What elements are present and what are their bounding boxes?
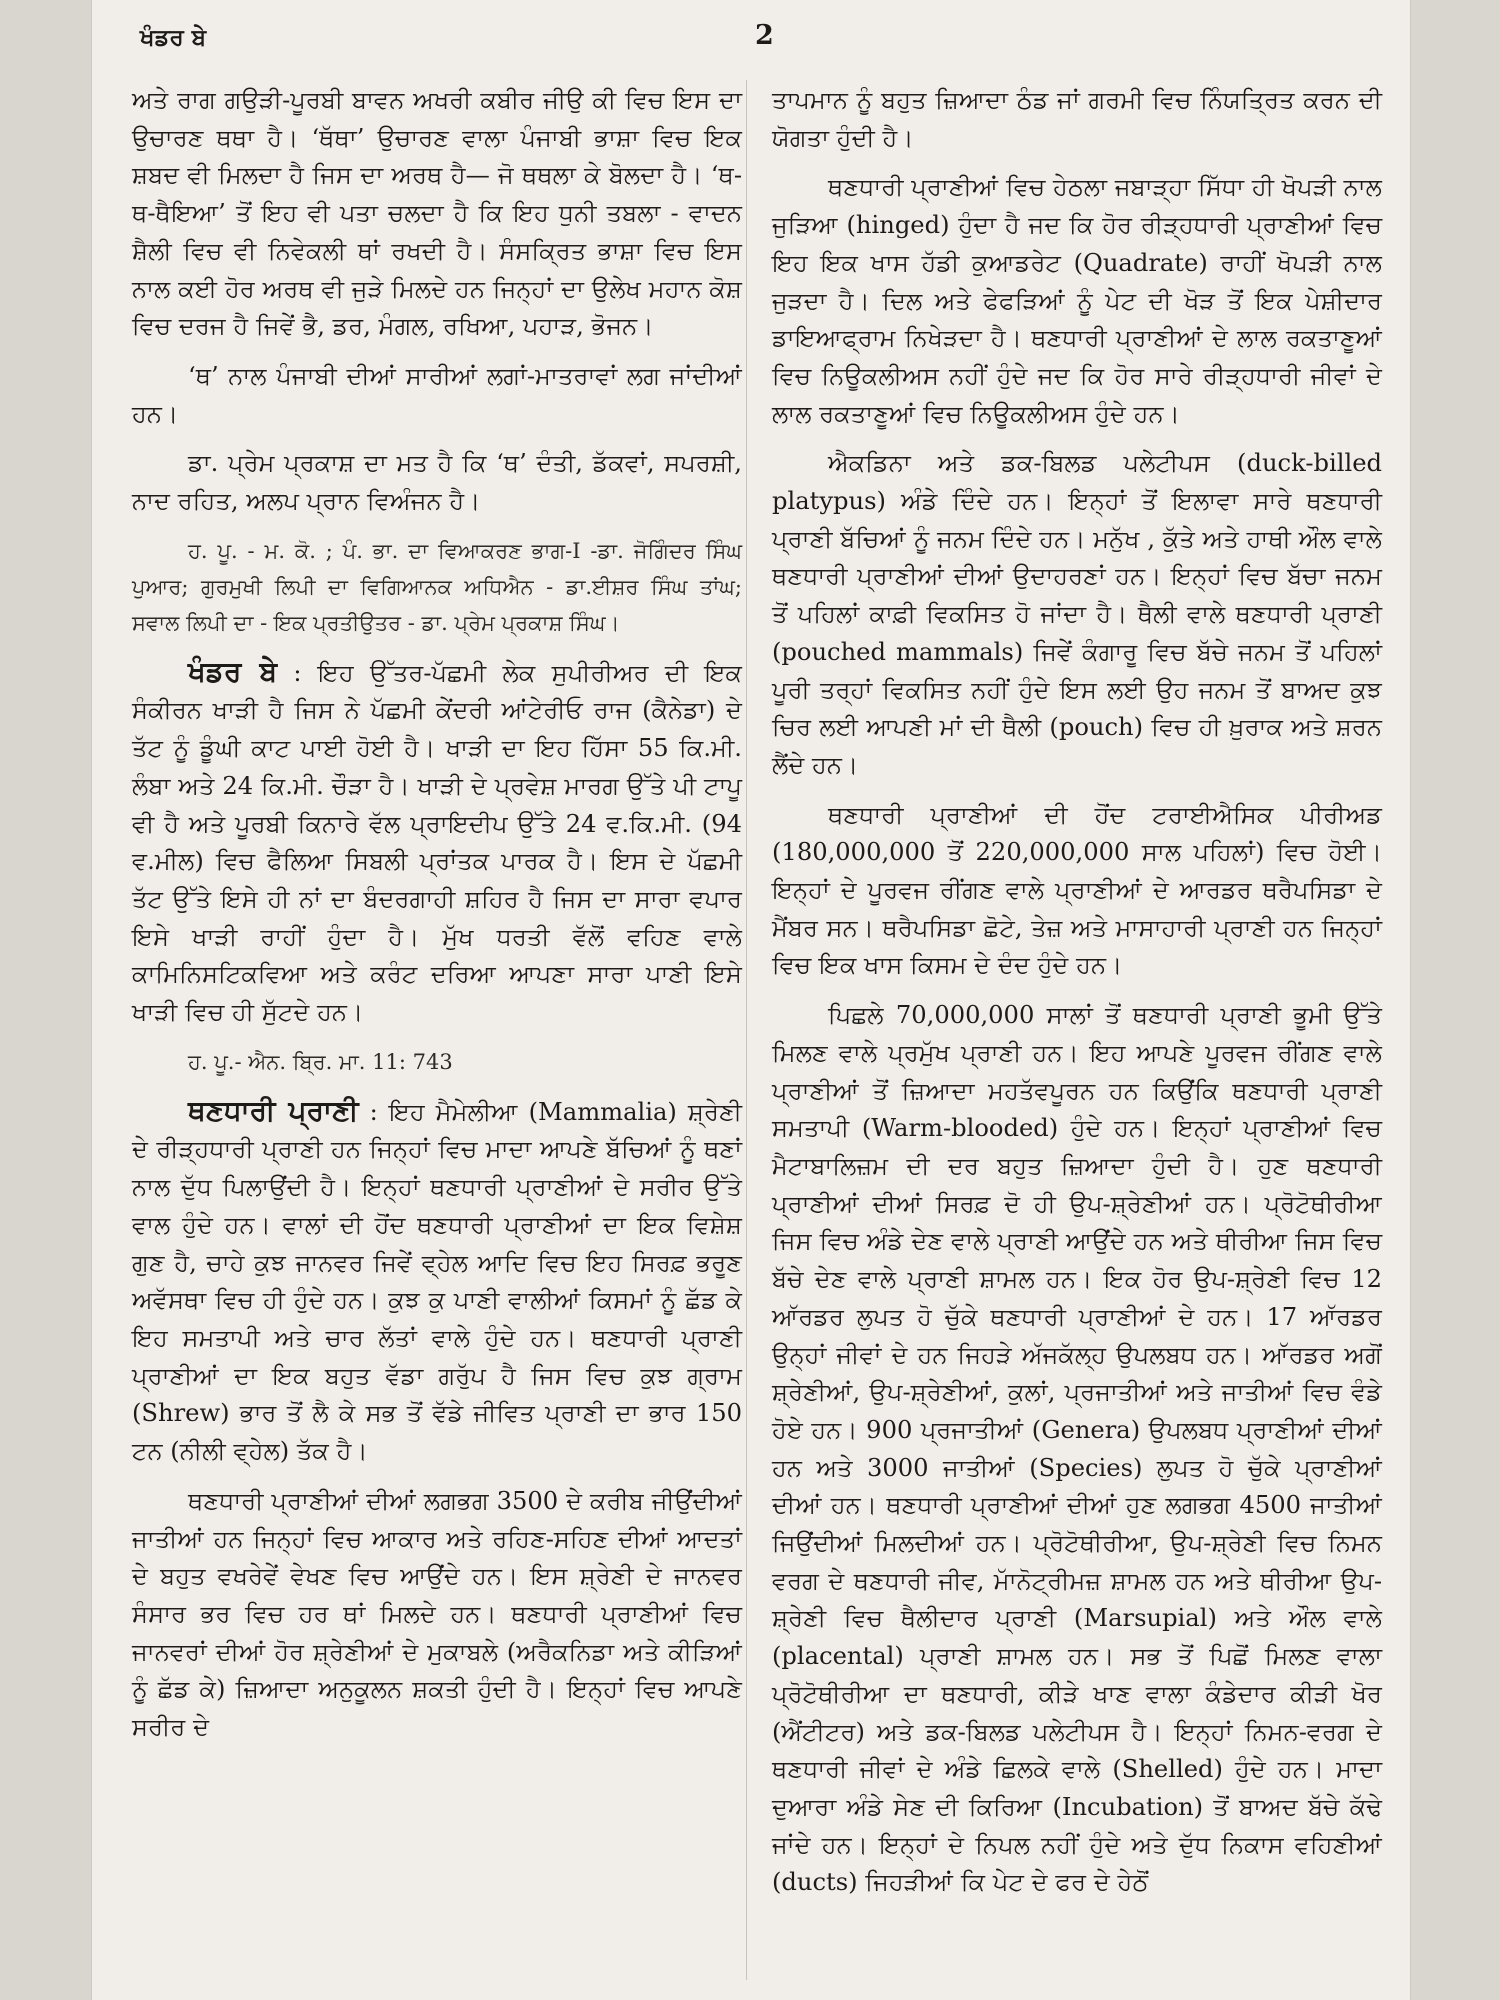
entry-title: ਖੰਡਰ ਬੇ	[188, 654, 278, 688]
entry-text: : ਇਹ ਮੈਮੇਲੀਆ (Mammalia) ਸ਼੍ਰੇਣੀ ਦੇ ਰੀੜ੍ਹਧਾਰੀ ਪ੍ਰਾਣੀ ਹਨ ਜਿਨ੍ਹਾਂ ਵਿਚ ਮਾਦਾ ਆਪਣੇ ਬੱਚਿਆਂ ਨੂੰ ਥਣਾਂ ਨਾਲ ਦੁੱਧ ਪਿਲਾਉਂਦੀ ਹੈ। ਇਨ੍ਹਾਂ ਥਣਧਾਰੀ ਪ੍ਰਾਣੀਆਂ ਦੇ ਸਰੀਰ ਉੱਤੇ ਵਾਲ ਹੁੰਦੇ ਹਨ। ਵਾਲਾਂ ਦੀ ਹੋਂਦ ਥਣਧਾਰੀ ਪ੍ਰਾਣੀਆਂ ਦਾ ਇਕ ਵਿਸ਼ੇਸ਼ ਗੁਣ ਹੈ, ਚਾਹੇ ਕੁਝ ਜਾਨਵਰ ਜਿਵੇਂ ਵ੍ਹੇਲ ਆਦਿ ਵਿਚ ਇਹ ਸਿਰਫ਼ ਭਰੂਣ ਅਵੱਸਥਾ ਵਿਚ ਹੀ ਹੁੰਦੇ ਹਨ। ਕੁਝ ਕੁ ਪਾਣੀ ਵਾਲੀਆਂ ਕਿਸਮਾਂ ਨੂੰ ਛੱਡ ਕੇ ਇਹ ਸਮਤਾਪੀ ਅਤੇ ਚਾਰ ਲੱਤਾਂ ਵਾਲੇ ਹੁੰਦੇ ਹਨ। ਥਣਧਾਰੀ ਪ੍ਰਾਣੀ ਪ੍ਰਾਣੀਆਂ ਦਾ ਇਕ ਬਹੁਤ ਵੱਡਾ ਗਰੁੱਪ ਹੈ ਜਿਸ ਵਿਚ ਕੁਝ ਗ੍ਰਾਮ (Shrew) ਭਾਰ ਤੋਂ ਲੈ ਕੇ ਸਭ ਤੋਂ ਵੱਡੇ ਜੀਵਿਤ ਪ੍ਰਾਣੀ ਦਾ ਭਾਰ 150 ਟਨ (ਨੀਲੀ ਵ੍ਹੇਲ) ਤੱਕ ਹੈ।	[132, 1097, 742, 1466]
column-divider	[746, 80, 747, 1980]
running-head: ਖੰਡਰ ਬੇ	[140, 24, 207, 51]
reference-note: ਹ. ਪੂ.- ਐਨ. ਬ੍ਰਿ. ਮਾ. 11: 743	[188, 1049, 453, 1074]
entry-khandar-bay	[132, 653, 742, 1032]
paragraph: ਤਾਪਮਾਨ ਨੂੰ ਬਹੁਤ ਜ਼ਿਆਦਾ ਠੰਡ ਜਾਂ ਗਰਮੀ ਵਿਚ ਨਿੰਯਤ੍ਰਿਤ ਕਰਨ ਦੀ ਯੋਗਤਾ ਹੁੰਦੀ ਹੈ।	[772, 86, 1382, 152]
paragraph: ਥਣਧਾਰੀ ਪ੍ਰਾਣੀਆਂ ਦੀ ਹੋਂਦ ਟਰਾਈਐਸਿਕ ਪੀਰੀਅਡ (180,000,000 ਤੋਂ 220,000,000 ਸਾਲ ਪਹਿਲਾਂ) ਵਿਚ ਹੋਈ। ਇਨ੍ਹਾਂ ਦੇ ਪੂਰਵਜ ਰੀਂਗਣ ਵਾਲੇ ਪ੍ਰਾਣੀਆਂ ਦੇ ਆਰਡਰ ਥਰੈਪਸਿਡਾ ਦੇ ਮੈਂਬਰ ਸਨ। ਥਰੈਪਸਿਡਾ ਛੋਟੇ, ਤੇਜ਼ ਅਤੇ ਮਾਸਾਹਾਰੀ ਪ੍ਰਾਣੀ ਹਨ ਜਿਨ੍ਹਾਂ ਵਿਚ ਇਕ ਖਾਸ ਕਿਸਮ ਦੇ ਦੰਦ ਹੁੰਦੇ ਹਨ।	[772, 800, 1382, 980]
entry-mammals	[132, 1092, 742, 1471]
entry-title: ਥਣਧਾਰੀ ਪ੍ਰਾਣੀ	[188, 1093, 359, 1127]
paragraph: ਅਤੇ ਰਾਗ ਗਉੜੀ-ਪੂਰਬੀ ਬਾਵਨ ਅਖਰੀ ਕਬੀਰ ਜੀਉ ਕੀ ਵਿਚ ਇਸ ਦਾ ਉਚਾਰਣ ਥਥਾ ਹੈ। ‘ਥੱਥਾ’ ਉਚਾਰਣ ਵਾਲਾ ਪੰਜਾਬੀ ਭਾਸ਼ਾ ਵਿਚ ਇਕ ਸ਼ਬਦ ਵੀ ਮਿਲਦਾ ਹੈ ਜਿਸ ਦਾ ਅਰਥ ਹੈ— ਜੋ ਥਥਲਾ ਕੇ ਬੋਲਦਾ ਹੈ। ‘ਥ-ਥ-ਥੈਇਆ’ ਤੋਂ ਇਹ ਵੀ ਪਤਾ ਚਲਦਾ ਹੈ ਕਿ ਇਹ ਧੁਨੀ ਤਬਲਾ - ਵਾਦਨ ਸ਼ੈਲੀ ਵਿਚ ਵੀ ਨਿਵੇਕਲੀ ਥਾਂ ਰਖਦੀ ਹੈ। ਸੰਸਕ੍ਰਿਤ ਭਾਸ਼ਾ ਵਿਚ ਇਸ ਨਾਲ ਕਈ ਹੋਰ ਅਰਥ ਵੀ ਜੁੜੇ ਮਿਲਦੇ ਹਨ ਜਿਨ੍ਹਾਂ ਦਾ ਉਲੇਖ ਮਹਾਨ ਕੋਸ਼ ਵਿਚ ਦਰਜ ਹੈ ਜਿਵੇਂ ਭੈ, ਡਰ, ਮੰਗਲ, ਰਖਿਆ, ਪਹਾੜ, ਭੋਜਨ।	[132, 86, 742, 341]
left-column	[132, 82, 742, 1759]
paragraph: ਥਣਧਾਰੀ ਪ੍ਰਾਣੀਆਂ ਵਿਚ ਹੇਠਲਾ ਜਬਾੜ੍ਹਾ ਸਿੱਧਾ ਹੀ ਖੋਪੜੀ ਨਾਲ ਜੁੜਿਆ (hinged) ਹੁੰਦਾ ਹੈ ਜਦ ਕਿ ਹੋਰ ਰੀੜ੍ਹਧਾਰੀ ਪ੍ਰਾਣੀਆਂ ਵਿਚ ਇਹ ਇਕ ਖਾਸ ਹੱਡੀ ਕੁਆਡਰੇਟ (Quadrate) ਰਾਹੀਂ ਖੋਪੜੀ ਨਾਲ ਜੁੜਦਾ ਹੈ। ਦਿਲ ਅਤੇ ਫੇਫੜਿਆਂ ਨੂੰ ਪੇਟ ਦੀ ਖੋੜ ਤੋਂ ਇਕ ਪੇਸ਼ੀਦਾਰ ਡਾਇਆਫ੍ਰਾਮ ਨਿਖੇੜਦਾ ਹੈ। ਥਣਧਾਰੀ ਪ੍ਰਾਣੀਆਂ ਦੇ ਲਾਲ ਰਕਤਾਣੂਆਂ ਵਿਚ ਨਿਊਕਲੀਅਸ ਨਹੀਂ ਹੁੰਦੇ ਜਦ ਕਿ ਹੋਰ ਸਾਰੇ ਰੀੜ੍ਹਧਾਰੀ ਜੀਵਾਂ ਦੇ ਲਾਲ ਰਕਤਾਣੂਆਂ ਵਿਚ ਨਿਊਕਲੀਅਸ ਹੁੰਦੇ ਹਨ।	[772, 173, 1382, 428]
page-number: 2	[755, 20, 774, 51]
paragraph: ਐਕਡਿਨਾ ਅਤੇ ਡਕ-ਬਿਲਡ ਪਲੇਟੀਪਸ (duck-billed platypus) ਅੰਡੇ ਦਿੰਦੇ ਹਨ। ਇਨ੍ਹਾਂ ਤੋਂ ਇਲਾਵਾ ਸਾਰੇ ਥਣਧਾਰੀ ਪ੍ਰਾਣੀ ਬੱਚਿਆਂ ਨੂੰ ਜਨਮ ਦਿੰਦੇ ਹਨ। ਮਨੁੱਖ , ਕੁੱਤੇ ਅਤੇ ਹਾਥੀ ਔਲ ਵਾਲੇ ਥਣਧਾਰੀ ਪ੍ਰਾਣੀਆਂ ਦੀਆਂ ਉਦਾਹਰਣਾਂ ਹਨ। ਇਨ੍ਹਾਂ ਵਿਚ ਬੱਚਾ ਜਨਮ ਤੋਂ ਪਹਿਲਾਂ ਕਾਫ਼ੀ ਵਿਕਸਿਤ ਹੋ ਜਾਂਦਾ ਹੈ। ਥੈਲੀ ਵਾਲੇ ਥਣਧਾਰੀ ਪ੍ਰਾਣੀ (pouched mammals) ਜਿਵੇਂ ਕੰਗਾਰੂ ਵਿਚ ਬੱਚੇ ਜਨਮ ਤੋਂ ਪਹਿਲਾਂ ਪੂਰੀ ਤਰ੍ਹਾਂ ਵਿਕਸਿਤ ਨਹੀਂ ਹੁੰਦੇ ਇਸ ਲਈ ਉਹ ਜਨਮ ਤੋਂ ਬਾਅਦ ਕੁਝ ਚਿਰ ਲਈ ਆਪਣੀ ਮਾਂ ਦੀ ਥੈਲੀ (pouch) ਵਿਚ ਹੀ ਖ਼ੁਰਾਕ ਅਤੇ ਸ਼ਰਨ ਲੈਂਦੇ ਹਨ।	[772, 449, 1382, 779]
page	[92, 0, 1410, 2000]
reference-note: ਹ. ਪੂ. - ਮ. ਕੋ. ; ਪੰ. ਭਾ. ਦਾ ਵਿਆਕਰਣ ਭਾਗ-I -ਡਾ. ਜੋਗਿੰਦਰ ਸਿੰਘ ਪੁਆਰ; ਗੁਰਮੁਖੀ ਲਿਪੀ ਦਾ ਵਿਗਿਆਨਕ ਅਧਿਐਨ - ਡਾ.ਈਸ਼ਰ ਸਿੰਘ ਤਾਂਘ; ਸਵਾਲ ਲਿਪੀ ਦਾ - ਇਕ ਪ੍ਰਤੀਉਤਰ - ਡਾ. ਪ੍ਰੇਮ ਪ੍ਰਕਾਸ਼ ਸਿੰਘ।	[132, 538, 742, 635]
paragraph: ਥਣਧਾਰੀ ਪ੍ਰਾਣੀਆਂ ਦੀਆਂ ਲਗਭਗ 3500 ਦੇ ਕਰੀਬ ਜੀਉਂਦੀਆਂ ਜਾਤੀਆਂ ਹਨ ਜਿਨ੍ਹਾਂ ਵਿਚ ਆਕਾਰ ਅਤੇ ਰਹਿਣ-ਸਹਿਣ ਦੀਆਂ ਆਦਤਾਂ ਦੇ ਬਹੁਤ ਵਖਰੇਵੇਂ ਵੇਖਣ ਵਿਚ ਆਉਂਦੇ ਹਨ। ਇਸ ਸ਼੍ਰੇਣੀ ਦੇ ਜਾਨਵਰ ਸੰਸਾਰ ਭਰ ਵਿਚ ਹਰ ਥਾਂ ਮਿਲਦੇ ਹਨ। ਥਣਧਾਰੀ ਪ੍ਰਾਣੀਆਂ ਵਿਚ ਜਾਨਵਰਾਂ ਦੀਆਂ ਹੋਰ ਸ਼੍ਰੇਣੀਆਂ ਦੇ ਮੁਕਾਬਲੇ (ਅਰੈਕਨਿਡਾ ਅਤੇ ਕੀੜਿਆਂ ਨੂੰ ਛੱਡ ਕੇ) ਜ਼ਿਆਦਾ ਅਨੁਕੂਲਨ ਸ਼ਕਤੀ ਹੁੰਦੀ ਹੈ। ਇਨ੍ਹਾਂ ਵਿਚ ਆਪਣੇ ਸਰੀਰ ਦੇ	[132, 1486, 742, 1742]
entry-text: : ਇਹ ਉੱਤਰ-ਪੱਛਮੀ ਲੇਕ ਸੁਪੀਰੀਅਰ ਦੀ ਇਕ ਸੰਕੀਰਨ ਖਾੜੀ ਹੈ ਜਿਸ ਨੇ ਪੱਛਮੀ ਕੇਂਦਰੀ ਆਂਟੇਰੀਓ ਰਾਜ (ਕੈਨੇਡਾ) ਦੇ ਤੱਟ ਨੂੰ ਡੂੰਘੀ ਕਾਟ ਪਾਈ ਹੋਈ ਹੈ। ਖਾੜੀ ਦਾ ਇਹ ਹਿੱਸਾ 55 ਕਿ.ਮੀ. ਲੰਬਾ ਅਤੇ 24 ਕਿ.ਮੀ. ਚੌੜਾ ਹੈ। ਖਾੜੀ ਦੇ ਪ੍ਰਵੇਸ਼ ਮਾਰਗ ਉੱਤੇ ਪੀ ਟਾਪੂ ਵੀ ਹੈ ਅਤੇ ਪੂਰਬੀ ਕਿਨਾਰੇ ਵੱਲ ਪ੍ਰਾਇਦੀਪ ਉੱਤੇ 24 ਵ.ਕਿ.ਮੀ. (94 ਵ.ਮੀਲ) ਵਿਚ ਫੈਲਿਆ ਸਿਬਲੀ ਪ੍ਰਾਂਤਕ ਪਾਰਕ ਹੈ। ਇਸ ਦੇ ਪੱਛਮੀ ਤੱਟ ਉੱਤੇ ਇਸੇ ਹੀ ਨਾਂ ਦਾ ਬੰਦਰਗਾਹੀ ਸ਼ਹਿਰ ਹੈ ਜਿਸ ਦਾ ਸਾਰਾ ਵਪਾਰ ਇਸੇ ਖਾੜੀ ਰਾਹੀਂ ਹੁੰਦਾ ਹੈ। ਮੁੱਖ ਧਰਤੀ ਵੱਲੋਂ ਵਹਿਣ ਵਾਲੇ ਕਾਮਿਨਿਸਟਿਕਵਿਆ ਅਤੇ ਕਰੰਟ ਦਰਿਆ ਆਪਣਾ ਸਾਰਾ ਪਾਣੀ ਇਸੇ ਖਾੜੀ ਵਿਚ ਹੀ ਸੁੱਟਦੇ ਹਨ।	[132, 658, 742, 1027]
paragraph: ‘ਥ’ ਨਾਲ ਪੰਜਾਬੀ ਦੀਆਂ ਸਾਰੀਆਂ ਲਗਾਂ-ਮਾਤਰਾਵਾਂ ਲਗ ਜਾਂਦੀਆਂ ਹਨ।	[132, 361, 742, 428]
paragraph: ਪਿਛਲੇ 70,000,000 ਸਾਲਾਂ ਤੋਂ ਥਣਧਾਰੀ ਪ੍ਰਾਣੀ ਭੂਮੀ ਉੱਤੇ ਮਿਲਣ ਵਾਲੇ ਪ੍ਰਮੁੱਖ ਪ੍ਰਾਣੀ ਹਨ। ਇਹ ਆਪਣੇ ਪੂਰਵਜ ਰੀਂਗਣ ਵਾਲੇ ਪ੍ਰਾਣੀਆਂ ਤੋਂ ਜ਼ਿਆਦਾ ਮਹਤੱਵਪੂਰਨ ਹਨ ਕਿਉਂਕਿ ਥਣਧਾਰੀ ਪ੍ਰਾਣੀ ਸਮਤਾਪੀ (Warm-blooded) ਹੁੰਦੇ ਹਨ। ਇਨ੍ਹਾਂ ਪ੍ਰਾਣੀਆਂ ਵਿਚ ਮੈਟਾਬਾਲਿਜ਼ਮ ਦੀ ਦਰ ਬਹੁਤ ਜ਼ਿਆਦਾ ਹੁੰਦੀ ਹੈ। ਹੁਣ ਥਣਧਾਰੀ ਪ੍ਰਾਣੀਆਂ ਦੀਆਂ ਸਿਰਫ਼ ਦੋ ਹੀ ਉਪ-ਸ਼੍ਰੇਣੀਆਂ ਹਨ। ਪ੍ਰੋਟੋਥੀਰੀਆ ਜਿਸ ਵਿਚ ਅੰਡੇ ਦੇਣ ਵਾਲੇ ਪ੍ਰਾਣੀ ਆਉਂਦੇ ਹਨ ਅਤੇ ਥੀਰੀਆ ਜਿਸ ਵਿਚ ਬੱਚੇ ਦੇਣ ਵਾਲੇ ਪ੍ਰਾਣੀ ਸ਼ਾਮਲ ਹਨ। ਇਕ ਹੋਰ ਉਪ-ਸ਼੍ਰੇਣੀ ਵਿਚ 12 ਆੱਰਡਰ ਲੁਪਤ ਹੋ ਚੁੱਕੇ ਥਣਧਾਰੀ ਪ੍ਰਾਣੀਆਂ ਦੇ ਹਨ। 17 ਆੱਰਡਰ ਉਨ੍ਹਾਂ ਜੀਵਾਂ ਦੇ ਹਨ ਜਿਹੜੇ ਅੱਜਕੱਲ੍ਹ ਉਪਲਬਧ ਹਨ। ਆੱਰਡਰ ਅਗੋਂ ਸ਼੍ਰੇਣੀਆਂ, ਉਪ-ਸ਼੍ਰੇਣੀਆਂ, ਕੁਲਾਂ, ਪ੍ਰਜਾਤੀਆਂ ਅਤੇ ਜਾਤੀਆਂ ਵਿਚ ਵੰਡੇ ਹੋਏ ਹਨ। 900 ਪ੍ਰਜਾਤੀਆਂ (Genera) ਉਪਲਬਧ ਪ੍ਰਾਣੀਆਂ ਦੀਆਂ ਹਨ ਅਤੇ 3000 ਜਾਤੀਆਂ (Species) ਲੁਪਤ ਹੋ ਚੁੱਕੇ ਪ੍ਰਾਣੀਆਂ ਦੀਆਂ ਹਨ। ਥਣਧਾਰੀ ਪ੍ਰਾਣੀਆਂ ਦੀਆਂ ਹੁਣ ਲਗਭਗ 4500 ਜਾਤੀਆਂ ਜਿਉਂਦੀਆਂ ਮਿਲਦੀਆਂ ਹਨ। ਪ੍ਰੋਟੋਥੀਰੀਆ, ਉਪ-ਸ਼੍ਰੇਣੀ ਵਿਚ ਨਿਮਨ ਵਰਗ ਦੇ ਥਣਧਾਰੀ ਜੀਵ, ਮਾੱਨੋਟ੍ਰੀਮਜ਼ ਸ਼ਾਮਲ ਹਨ ਅਤੇ ਥੀਰੀਆ ਉਪ-ਸ਼੍ਰੇਣੀ ਵਿਚ ਥੈਲੀਦਾਰ ਪ੍ਰਾਣੀ (Marsupial) ਅਤੇ ਔਲ ਵਾਲੇ (placental) ਪ੍ਰਾਣੀ ਸ਼ਾਮਲ ਹਨ। ਸਭ ਤੋਂ ਪਿਛੋਂ ਮਿਲਣ ਵਾਲਾ ਪ੍ਰੋਟੋਥੀਰੀਆ ਦਾ ਥਣਧਾਰੀ, ਕੀੜੇ ਖਾਣ ਵਾਲਾ ਕੰਡੇਦਾਰ ਕੀੜੀ ਖੋਰ (ਐਂਟੀਟਰ) ਅਤੇ ਡਕ-ਬਿਲਡ ਪਲੇਟੀਪਸ ਹੈ। ਇਨ੍ਹਾਂ ਨਿਮਨ-ਵਰਗ ਦੇ ਥਣਧਾਰੀ ਜੀਵਾਂ ਦੇ ਅੰਡੇ ਛਿਲਕੇ ਵਾਲੇ (Shelled) ਹੁੰਦੇ ਹਨ। ਮਾਦਾ ਦੁਆਰਾ ਅੰਡੇ ਸੇਣ ਦੀ ਕਿਰਿਆ (Incubation) ਤੋਂ ਬਾਅਦ ਬੱਚੇ ਕੱਢੇ ਜਾਂਦੇ ਹਨ। ਇਨ੍ਹਾਂ ਦੇ ਨਿਪਲ ਨਹੀਂ ਹੁੰਦੇ ਅਤੇ ਦੁੱਧ ਨਿਕਾਸ ਵਹਿਣੀਆਂ (ducts) ਜਿਹੜੀਆਂ ਕਿ ਪੇਟ ਦੇ ਫਰ ਦੇ ਹੇਠੋਂ	[772, 1001, 1382, 1897]
right-column	[772, 82, 1382, 1914]
page-header	[92, 18, 1410, 62]
paragraph: ਡਾ. ਪ੍ਰੇਮ ਪ੍ਰਕਾਸ਼ ਦਾ ਮਤ ਹੈ ਕਿ ‘ਥ’ ਦੰਤੀ, ਡੱਕਵਾਂ, ਸਪਰਸ਼ੀ, ਨਾਦ ਰਹਿਤ, ਅਲਪ ਪ੍ਰਾਨ ਵਿਅੰਜਨ ਹੈ।	[132, 449, 742, 516]
